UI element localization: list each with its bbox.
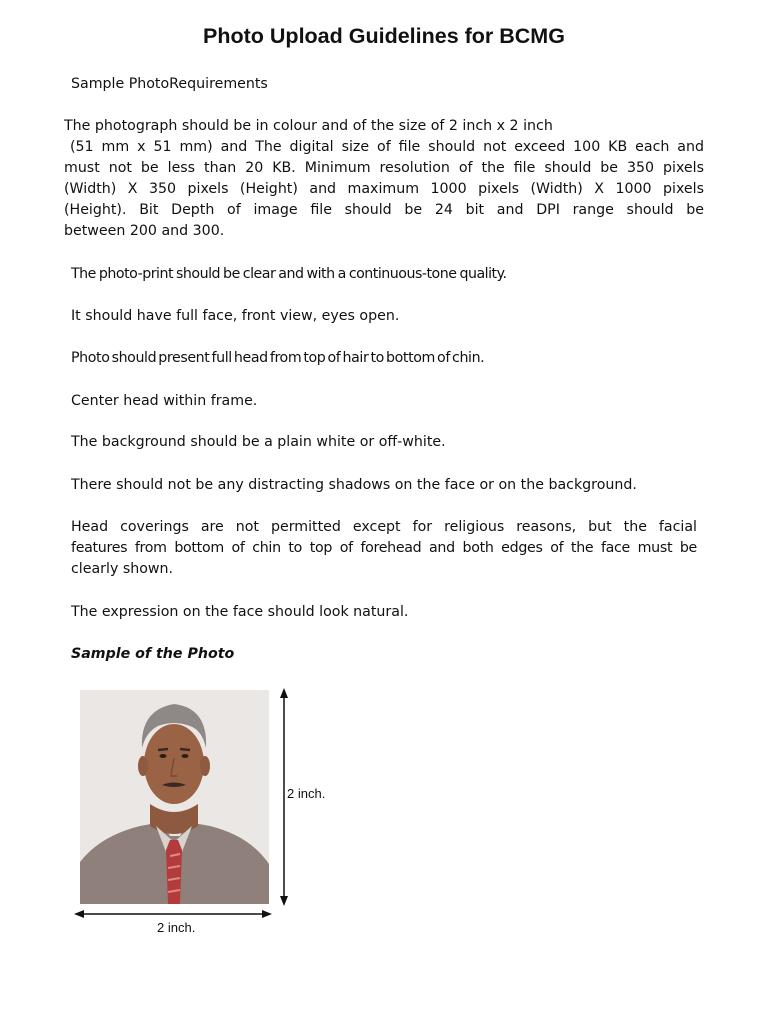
height-label: 2 inch. <box>287 786 326 801</box>
intro-line-2: (51 mm x 51 mm) and The digital size of file should not exceed 100 KB each and <box>70 139 704 155</box>
intro-line-5: (Height). Bit Depth of image file should be 24 bit and DPI range should be <box>64 202 704 218</box>
sample-photo-svg <box>70 686 340 948</box>
guideline-center-head: Center head within frame. <box>71 393 258 409</box>
guideline-full-head: Photo should present full head from top of hair to bottom of chin. <box>71 350 485 366</box>
portrait-photo <box>80 690 269 904</box>
right-eye <box>182 754 189 758</box>
expression-note: The expression on the face should look natural. <box>71 604 409 620</box>
guideline-shadows: There should not be any distracting shadows on the face or on the background. <box>71 477 637 493</box>
head-covering-line-3: clearly shown. <box>71 561 174 577</box>
intro-line-6: between 200 and 300. <box>64 223 225 239</box>
right-ear <box>200 756 210 776</box>
width-label: 2 inch. <box>157 920 196 935</box>
intro-line-3: must not be less than 20 KB. Minimum resolution of the file should be 350 pixels <box>64 160 704 176</box>
intro-line-4: (Width) X 350 pixels (Height) and maximum 1000 pixels (Width) X 1000 pixels <box>64 181 704 197</box>
left-ear <box>138 756 148 776</box>
section-heading: Sample PhotoRequirements <box>71 76 268 92</box>
tie <box>166 840 182 904</box>
face <box>144 724 204 804</box>
width-dimension-arrow <box>74 910 272 918</box>
page-title: Photo Upload Guidelines for BCMG <box>203 24 565 48</box>
guideline-print-quality: The photo-print should be clear and with a continuous-tone quality. <box>71 266 507 282</box>
guideline-background: The background should be a plain white or off-white. <box>71 434 446 450</box>
sample-heading: Sample of the Photo <box>71 646 235 662</box>
guideline-full-face: It should have full face, front view, eyes open. <box>71 308 400 324</box>
left-eye <box>160 754 167 758</box>
head-covering-line-1: Head coverings are not permitted except for religious reasons, but the facial <box>71 519 697 535</box>
head-covering-paragraph <box>71 517 697 580</box>
head-covering-line-2: features from bottom of chin to top of forehead and both edges of the face must be <box>71 540 697 556</box>
intro-line-1: The photograph should be in colour and of the size of 2 inch x 2 inch <box>64 118 553 134</box>
intro-paragraph <box>64 137 704 242</box>
sample-photo-figure <box>70 686 340 948</box>
